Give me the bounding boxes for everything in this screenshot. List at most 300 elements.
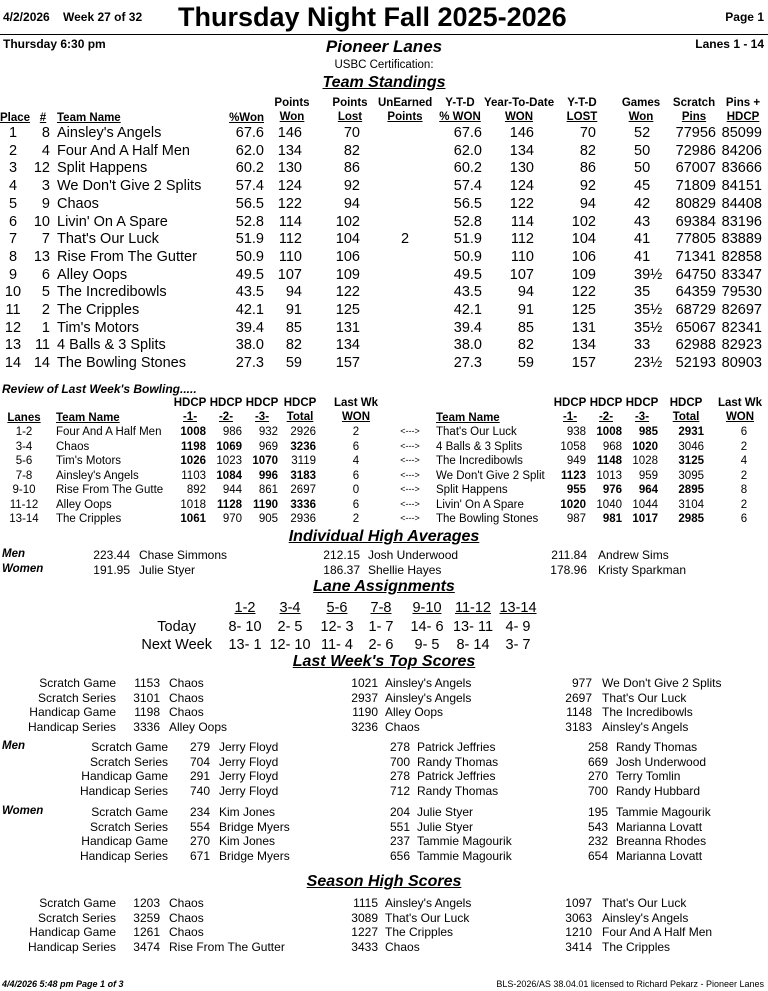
score-holder: Chaos <box>169 690 204 705</box>
review-team: The Cripples <box>56 513 122 525</box>
lane-assignment: 1- 7 <box>368 619 394 635</box>
standings-cell: 68729 <box>675 302 716 318</box>
score-category: Handicap Series <box>27 939 116 954</box>
score-value: 1227 <box>351 925 378 939</box>
review-game: 938 <box>566 426 586 438</box>
bowler-name: Andrew Sims <box>598 548 669 562</box>
review-header-total-left: HDCP <box>283 397 317 409</box>
review-team: Livin' On A Spare <box>436 498 524 511</box>
score-value: 1153 <box>134 676 160 690</box>
average-value: 212.15 <box>323 548 360 562</box>
col-header-pts_lost-top: Points <box>332 97 368 109</box>
standings-cell: 131 <box>335 319 360 336</box>
review-game: 986 <box>222 426 242 438</box>
standings-cell: 83196 <box>721 213 762 230</box>
col-header-ytd_lost-bottom: LOST <box>566 111 598 123</box>
score-value: 3063 <box>565 910 592 925</box>
score-value: 671 <box>189 848 210 863</box>
score-holder: Jerry Floyd <box>219 783 279 798</box>
standings-cell: 52 <box>634 125 651 141</box>
standings-cell: 11 <box>34 337 50 354</box>
standings-cell: 67.6 <box>235 125 264 141</box>
average-value: 223.44 <box>93 548 130 562</box>
score-value: 279 <box>189 740 210 754</box>
standings-cell: 69384 <box>675 213 716 230</box>
standings-cell: 49.5 <box>453 266 482 283</box>
col-header-games_won-top: Games <box>621 97 661 109</box>
standings-cell: 35½ <box>634 319 663 336</box>
standings-cell: 112 <box>510 231 534 248</box>
standings-cell: 42.1 <box>235 302 264 318</box>
standings-cell: 60.2 <box>235 160 264 177</box>
standings-cell: 146 <box>277 125 302 141</box>
review-game: 1058 <box>560 440 586 453</box>
review-game: 1020 <box>632 440 658 453</box>
lanes-title: Lane Assignments <box>313 578 455 595</box>
standings-cell: 86 <box>579 160 596 177</box>
lane-assignment: 13- 11 <box>452 619 494 635</box>
standings-cell: 65067 <box>675 319 716 336</box>
standings-cell: 33 <box>634 337 651 354</box>
col-header-hdcp-bottom: HDCP <box>726 111 760 123</box>
score-value: 1203 <box>133 896 160 910</box>
score-value: 237 <box>389 834 410 848</box>
score-category: Handicap Series <box>27 719 116 734</box>
review-header-lanes: Lanes <box>7 412 41 424</box>
score-value: 1148 <box>566 705 592 719</box>
lane-assignment: 9- 5 <box>414 637 440 653</box>
col-header-ytd_won-top: Year-To-Date <box>484 97 555 109</box>
standings-cell: 1 <box>8 125 18 141</box>
review-won: 6 <box>352 498 360 511</box>
col-header-pts_lost-bottom: Lost <box>337 111 363 123</box>
score-value: 3101 <box>133 690 160 705</box>
today-label: Today <box>157 619 196 635</box>
lane-assignment: 11- 4 <box>321 637 353 653</box>
score-value: 3433 <box>351 939 378 954</box>
score-holder: Chaos <box>169 676 204 690</box>
lane-assignment: 12- 10 <box>269 637 311 653</box>
score-category: Scratch Game <box>39 676 116 690</box>
review-header-h2-left-sub: -2- <box>218 411 234 423</box>
standings-cell: 23½ <box>634 355 663 372</box>
vs-arrow: <---> <box>400 426 420 436</box>
standings-cell: 9 <box>8 266 18 283</box>
standings-cell: 122 <box>509 195 534 212</box>
score-value: 977 <box>571 676 592 690</box>
score-value: 3474 <box>133 939 160 954</box>
score-holder: Ainsley's Angels <box>385 896 472 910</box>
standings-cell: 14 <box>4 355 22 372</box>
review-game: 905 <box>258 513 278 525</box>
standings-cell: 50 <box>634 160 651 177</box>
standings-cell: 50.9 <box>235 248 264 265</box>
score-holder: Chaos <box>169 925 204 939</box>
standings-cell: 157 <box>571 355 596 372</box>
review-total: 3336 <box>290 498 316 511</box>
standings-cell: 94 <box>343 195 360 212</box>
review-game: 932 <box>258 426 278 438</box>
standings-cell: 59 <box>517 355 534 372</box>
standings-cell: 41 <box>634 231 651 248</box>
score-holder: The Incredibowls <box>602 705 693 719</box>
review-won: 8 <box>740 484 748 496</box>
standings-cell: 67007 <box>675 160 716 177</box>
standings-cell: 10 <box>4 284 22 301</box>
review-won: 6 <box>352 469 360 482</box>
review-game: 1044 <box>632 498 658 511</box>
standings-cell: 35½ <box>634 302 663 318</box>
season-title: Season High Scores <box>306 873 462 890</box>
score-value: 551 <box>389 819 410 834</box>
review-header-won-left-sub: WON <box>341 411 371 423</box>
score-value: 270 <box>587 769 608 783</box>
vs-arrow: <---> <box>400 513 420 523</box>
standings-cell: 7 <box>41 231 50 248</box>
review-won: 4 <box>352 455 360 467</box>
score-value: 1115 <box>353 896 378 910</box>
review-total: 3119 <box>291 455 316 467</box>
review-game: 1017 <box>632 513 658 525</box>
lane-pair-header: 13-14 <box>499 600 537 616</box>
averages-title: Individual High Averages <box>288 528 480 545</box>
score-holder: The Cripples <box>602 939 671 954</box>
review-game: 1190 <box>253 498 278 511</box>
lane-assignment: 2- 6 <box>368 637 394 653</box>
report-date: 4/2/2026 <box>3 10 50 24</box>
score-holder: Kim Jones <box>219 834 276 848</box>
score-category: Handicap Series <box>79 848 168 863</box>
col-header-hdcp-top: Pins + <box>725 97 761 109</box>
standings-cell: 4 <box>41 142 50 159</box>
score-value: 1198 <box>134 705 160 719</box>
score-holder: The Cripples <box>385 925 454 939</box>
score-holder: Marianna Lovatt <box>616 848 703 863</box>
standings-cell: 80829 <box>675 195 716 212</box>
standings-cell: 86 <box>343 160 360 177</box>
standings-cell: 57.4 <box>235 178 264 195</box>
score-value: 2697 <box>565 690 592 705</box>
standings-cell: 39½ <box>634 266 663 283</box>
score-value: 1210 <box>565 925 592 939</box>
col-header-number: # <box>39 112 47 124</box>
team-name: Split Happens <box>57 160 148 177</box>
standings-cell: 38.0 <box>453 337 482 354</box>
standings-cell: 106 <box>335 248 360 265</box>
next-week-label: Next Week <box>141 637 212 653</box>
standings-cell: 70 <box>579 125 596 141</box>
lane-pair-header: 11-12 <box>454 600 491 616</box>
review-total: 3236 <box>290 440 316 453</box>
review-game: 861 <box>258 484 278 496</box>
standings-cell: 12 <box>33 160 50 177</box>
team-name: Alley Oops <box>57 266 128 283</box>
score-category: Handicap Game <box>81 769 168 783</box>
review-won: 4 <box>740 455 748 467</box>
review-game: 968 <box>602 440 622 453</box>
score-value: 232 <box>587 834 608 848</box>
standings-cell: 6 <box>8 213 18 230</box>
score-holder: Ainsley's Angels <box>602 910 689 925</box>
score-value: 1190 <box>352 705 378 719</box>
review-game: 981 <box>602 513 622 525</box>
score-holder: Ainsley's Angels <box>602 719 689 734</box>
score-value: 258 <box>587 740 608 754</box>
col-header-ytd_pct-top: Y-T-D <box>445 97 475 109</box>
score-value: 669 <box>587 754 608 769</box>
standings-cell: 45 <box>634 178 651 195</box>
score-holder: Randy Thomas <box>417 783 499 798</box>
standings-cell: 8 <box>41 125 50 141</box>
standings-cell: 51.9 <box>453 231 482 248</box>
standings-cell: 14 <box>33 355 50 372</box>
score-holder: Josh Underwood <box>616 754 707 769</box>
lane-pair-header: 7-8 <box>370 600 392 616</box>
score-holder: Patrick Jeffries <box>417 769 496 783</box>
review-lanes: 13-14 <box>9 513 39 525</box>
score-holder: That's Our Luck <box>602 690 687 705</box>
review-team: The Incredibowls <box>436 455 523 467</box>
review-header-h3-left: HDCP <box>245 397 279 409</box>
score-holder: Chaos <box>169 896 204 910</box>
score-value: 234 <box>189 805 210 819</box>
vs-arrow: <---> <box>400 498 420 509</box>
standings-cell: 50.9 <box>453 248 482 265</box>
standings-title: Team Standings <box>322 74 446 91</box>
review-game: 959 <box>638 469 658 482</box>
score-holder: Julie Styer <box>417 805 474 819</box>
review-total: 3046 <box>678 440 704 453</box>
review-won: 6 <box>740 426 748 438</box>
col-header-scratch-top: Scratch <box>672 97 716 109</box>
score-category: Handicap Game <box>81 834 168 848</box>
standings-cell: 82923 <box>721 337 762 354</box>
team-name: The Bowling Stones <box>57 355 186 372</box>
score-holder: Randy Thomas <box>616 740 698 754</box>
review-total: 2697 <box>290 484 316 496</box>
col-header-unearned-top: UnEarned <box>378 97 433 109</box>
review-team: That's Our Luck <box>436 426 517 438</box>
standings-cell: 70 <box>343 125 360 141</box>
standings-cell: 84206 <box>721 142 762 159</box>
score-category: Scratch Game <box>91 805 168 819</box>
review-game: 1084 <box>216 469 242 482</box>
review-header-team-right: Team Name <box>436 412 500 424</box>
standings-cell: 82858 <box>721 248 762 265</box>
review-won: 2 <box>740 498 748 511</box>
standings-cell: 2 <box>400 231 410 248</box>
score-value: 740 <box>189 783 210 798</box>
review-header-h3-left-sub: -3- <box>254 411 270 423</box>
standings-cell: 94 <box>285 284 302 301</box>
lane-assignment: 8- 14 <box>456 637 490 653</box>
standings-cell: 7 <box>8 231 18 248</box>
standings-cell: 104 <box>335 231 360 248</box>
bowler-name: Kristy Sparkman <box>598 563 687 577</box>
review-total: 3095 <box>678 469 704 482</box>
review-game: 987 <box>566 513 586 525</box>
standings-cell: 52.8 <box>235 213 264 230</box>
standings-cell: 11 <box>5 302 21 318</box>
standings-cell: 110 <box>278 248 302 265</box>
score-category: Scratch Game <box>91 740 168 754</box>
score-holder: Tammie Magourik <box>616 805 711 819</box>
standings-cell: 5 <box>8 195 18 212</box>
review-header-h2-left: HDCP <box>209 397 243 409</box>
score-holder: Alley Oops <box>385 705 444 719</box>
review-game: 969 <box>258 440 278 453</box>
review-won: 2 <box>352 513 360 525</box>
standings-cell: 71809 <box>675 178 716 195</box>
review-team: Ainsley's Angels <box>56 469 139 482</box>
col-header-ytd_won-bottom: WON <box>504 111 534 123</box>
score-holder: Bridge Myers <box>219 848 290 863</box>
review-game: 976 <box>602 484 622 496</box>
vs-arrow: <---> <box>400 455 420 465</box>
lane-assignment: 3- 7 <box>505 637 531 653</box>
average-value: 186.37 <box>323 563 360 577</box>
review-lanes: 1-2 <box>15 426 33 438</box>
review-game: 1040 <box>596 498 622 511</box>
review-game: 955 <box>566 484 586 496</box>
score-value: 3183 <box>565 719 592 734</box>
standings-cell: 112 <box>278 231 302 248</box>
score-holder: Jerry Floyd <box>219 754 279 769</box>
standings-cell: 71341 <box>675 248 716 265</box>
standings-cell: 94 <box>579 195 596 212</box>
standings-cell: 2 <box>8 142 18 159</box>
review-team: 4 Balls & 3 Splits <box>436 440 523 453</box>
review-team: Chaos <box>56 440 90 453</box>
standings-cell: 27.3 <box>235 355 264 372</box>
score-category: Scratch Series <box>37 910 116 925</box>
review-game: 1008 <box>596 426 622 438</box>
standings-cell: 27.3 <box>453 355 482 372</box>
review-game: 1013 <box>596 469 622 482</box>
score-holder: Rise From The Gutter <box>169 939 285 954</box>
standings-cell: 42.1 <box>453 302 482 318</box>
col-header-games_won-bottom: Won <box>628 111 654 123</box>
review-team: The Bowling Stones <box>436 513 539 525</box>
average-value: 211.84 <box>551 548 587 562</box>
review-total: 2936 <box>290 513 316 525</box>
review-team: Split Happens <box>436 484 508 496</box>
score-value: 704 <box>189 754 210 769</box>
score-value: 3414 <box>565 939 592 954</box>
standings-cell: 39.4 <box>453 319 482 336</box>
standings-cell: 57.4 <box>453 178 482 195</box>
lane-assignment: 14- 6 <box>410 619 444 635</box>
score-holder: Tammie Magourik <box>417 834 512 848</box>
standings-cell: 134 <box>277 142 302 159</box>
standings-cell: 2 <box>41 302 50 318</box>
review-total: 3125 <box>678 455 704 467</box>
score-holder: Randy Thomas <box>417 754 499 769</box>
standings-cell: 125 <box>335 302 360 318</box>
standings-cell: 106 <box>571 248 596 265</box>
standings-cell: 77956 <box>675 125 716 141</box>
week-info: Week 27 of 32 <box>63 10 143 24</box>
standings-cell: 4 <box>8 178 18 195</box>
review-team: We Don't Give 2 Split <box>436 469 545 482</box>
score-category: Scratch Series <box>89 754 168 769</box>
standings-cell: 51.9 <box>235 231 264 248</box>
score-holder: Breanna Rhodes <box>616 834 707 848</box>
standings-cell: 13 <box>4 337 22 354</box>
score-value: 195 <box>587 805 608 819</box>
score-value: 3236 <box>351 719 378 734</box>
standings-cell: 10 <box>33 213 50 230</box>
review-header-won-right-sub: WON <box>725 411 755 423</box>
review-game: 892 <box>186 484 206 496</box>
team-name: We Don't Give 2 Splits <box>57 178 202 195</box>
review-game: 1023 <box>216 455 242 467</box>
standings-cell: 94 <box>517 284 534 301</box>
review-header-h2-right: HDCP <box>589 397 623 409</box>
standings-cell: 62.0 <box>235 142 264 159</box>
standings-cell: 91 <box>517 302 534 318</box>
standings-cell: 35 <box>634 284 651 301</box>
score-holder: Bridge Myers <box>219 819 290 834</box>
team-name: 4 Balls & 3 Splits <box>57 337 166 354</box>
footer-left: 4/4/2026 5:48 pm Page 1 of 3 <box>2 979 124 989</box>
header-divider <box>0 34 768 35</box>
col-header-pts_won-top: Points <box>274 97 310 109</box>
standings-cell: 3 <box>41 178 50 195</box>
score-value: 204 <box>389 805 410 819</box>
standings-cell: 130 <box>277 160 302 177</box>
standings-cell: 38.0 <box>235 337 264 354</box>
review-header-h1-left: HDCP <box>173 397 207 409</box>
standings-cell: 82341 <box>721 319 762 336</box>
standings-cell: 134 <box>335 337 360 354</box>
score-value: 554 <box>189 819 210 834</box>
standings-cell: 124 <box>277 178 302 195</box>
score-category: Scratch Game <box>39 896 116 910</box>
standings-cell: 107 <box>509 266 534 283</box>
score-holder: Marianna Lovatt <box>616 819 703 834</box>
bowler-name: Josh Underwood <box>368 548 459 562</box>
standings-cell: 42 <box>634 195 651 212</box>
standings-cell: 102 <box>335 213 360 230</box>
team-name: The Cripples <box>57 302 140 318</box>
team-name: Tim's Motors <box>57 319 139 336</box>
standings-cell: 82 <box>579 142 596 159</box>
standings-cell: 85099 <box>721 125 762 141</box>
review-game: 1069 <box>216 440 242 453</box>
review-total: 2985 <box>678 513 704 525</box>
review-team: Tim's Motors <box>56 455 122 467</box>
score-holder: Julie Styer <box>417 819 474 834</box>
review-header-won-left: Last Wk <box>333 397 379 409</box>
score-holder: Ainsley's Angels <box>385 676 472 690</box>
review-game: 996 <box>258 469 278 482</box>
review-total: 2926 <box>290 426 316 438</box>
score-holder: Patrick Jeffries <box>417 740 496 754</box>
score-value: 1097 <box>565 896 592 910</box>
lanes-range: Lanes 1 - 14 <box>695 37 764 51</box>
review-game: 1123 <box>561 469 586 482</box>
review-game: 1026 <box>180 455 206 467</box>
review-header-total-left-sub: Total <box>286 411 314 423</box>
review-game: 1008 <box>180 426 206 438</box>
score-value: 712 <box>389 783 410 798</box>
standings-cell: 122 <box>571 284 596 301</box>
standings-cell: 131 <box>571 319 596 336</box>
standings-cell: 92 <box>343 178 360 195</box>
review-lanes: 9-10 <box>12 484 36 496</box>
standings-cell: 77805 <box>675 231 716 248</box>
